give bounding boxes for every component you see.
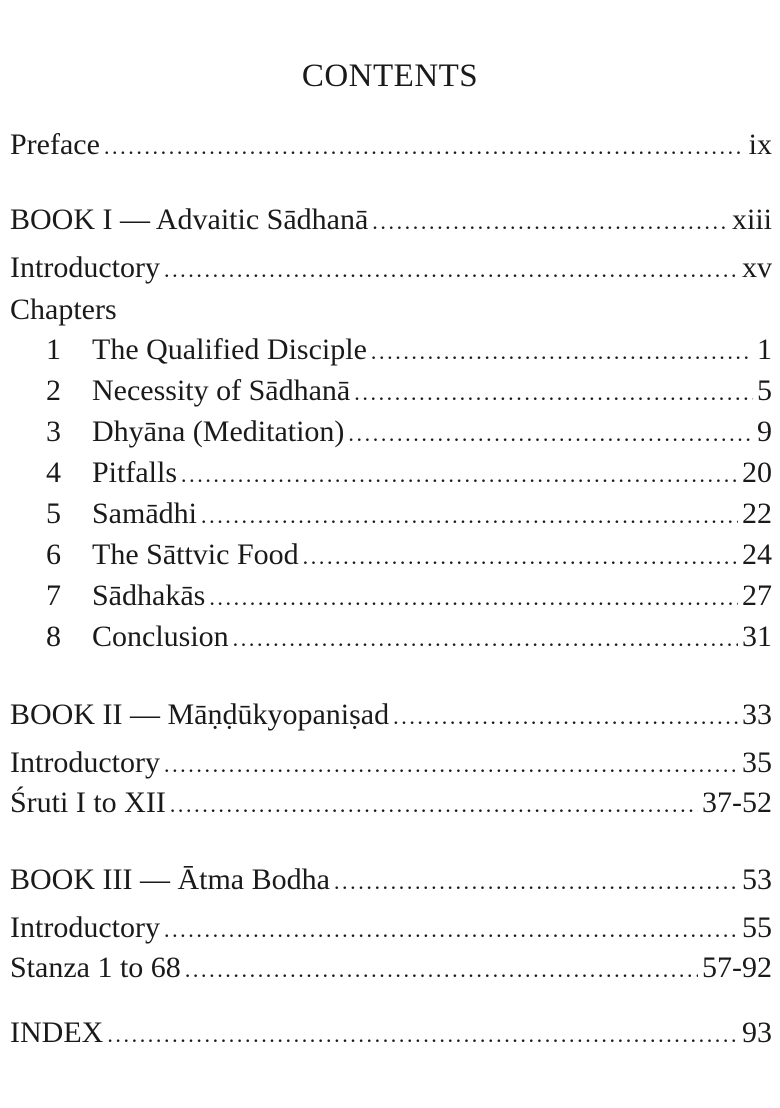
dot-leader xyxy=(371,339,753,365)
toc-entry-book2-introductory xyxy=(10,746,772,784)
chapter-page: 31 xyxy=(742,620,772,653)
entry-label: BOOK I — Advaitic Sādhanā xyxy=(10,203,369,236)
dot-leader xyxy=(185,957,698,983)
chapter-entry xyxy=(46,415,772,453)
entry-label: Introductory xyxy=(10,911,160,944)
chapter-number: 7 xyxy=(46,579,61,612)
chapter-entry xyxy=(46,374,772,412)
entry-page: 53 xyxy=(742,863,772,896)
chapter-number: 6 xyxy=(46,538,61,571)
dot-leader xyxy=(303,544,738,570)
chapter-label: Sādhakās xyxy=(92,579,206,612)
entry-label: Introductory xyxy=(10,746,160,779)
chapter-entry xyxy=(46,333,772,371)
chapters-heading: Chapters xyxy=(10,293,117,326)
toc-entry-stanza xyxy=(10,951,772,989)
page-title: CONTENTS xyxy=(301,58,479,94)
dot-leader xyxy=(164,257,738,283)
chapter-label: Pitfalls xyxy=(92,456,178,489)
chapter-label: Necessity of Sādhanā xyxy=(92,374,351,407)
chapter-label: The Sāttvic Food xyxy=(92,538,299,571)
entry-label: BOOK II — Māṇḍūkyopaniṣad xyxy=(10,698,390,731)
dot-leader xyxy=(164,752,738,778)
toc-entry-index xyxy=(10,1016,772,1054)
dot-leader xyxy=(104,134,745,160)
toc-entry-introductory xyxy=(10,251,772,289)
toc-entry-book3-introductory xyxy=(10,911,772,949)
chapter-number: 3 xyxy=(46,415,61,448)
chapter-page: 9 xyxy=(757,415,772,448)
toc-entry-book2 xyxy=(10,698,772,736)
dot-leader xyxy=(164,917,738,943)
dot-leader xyxy=(393,704,738,730)
entry-page: 55 xyxy=(742,911,772,944)
entry-page: 93 xyxy=(742,1016,772,1049)
chapter-label: The Qualified Disciple xyxy=(92,333,367,366)
dot-leader xyxy=(181,462,738,488)
dot-leader xyxy=(170,792,698,818)
entry-page: 57-92 xyxy=(702,951,772,984)
chapter-page: 24 xyxy=(742,538,772,571)
chapter-page: 20 xyxy=(742,456,772,489)
entry-page: ix xyxy=(748,128,772,161)
chapter-label: Dhyāna (Meditation) xyxy=(92,415,345,448)
chapter-label: Samādhi xyxy=(92,497,197,530)
chapter-page: 22 xyxy=(742,497,772,530)
chapter-number: 5 xyxy=(46,497,61,530)
entry-label: Śruti I to XII xyxy=(10,786,166,819)
entry-page: xv xyxy=(742,251,772,284)
entry-label: Introductory xyxy=(10,251,160,284)
dot-leader xyxy=(334,869,738,895)
dot-leader xyxy=(354,380,753,406)
entry-label: BOOK III — Ātma Bodha xyxy=(10,863,330,896)
entry-page: 35 xyxy=(742,746,772,779)
entry-label: Stanza 1 to 68 xyxy=(10,951,181,984)
chapter-number: 2 xyxy=(46,374,61,407)
chapter-number: 4 xyxy=(46,456,61,489)
dot-leader xyxy=(233,626,738,652)
chapter-entry xyxy=(46,497,772,535)
entry-label: Preface xyxy=(10,128,100,161)
chapter-number: 8 xyxy=(46,620,61,653)
chapter-number: 1 xyxy=(46,333,61,366)
entry-label: INDEX xyxy=(10,1016,104,1049)
chapter-entry xyxy=(46,456,772,494)
toc-entry-book1 xyxy=(10,203,772,241)
chapter-entry xyxy=(46,538,772,576)
toc-entry-preface xyxy=(10,128,772,166)
chapter-entry xyxy=(46,579,772,617)
chapter-page: 5 xyxy=(757,374,772,407)
dot-leader xyxy=(107,1022,738,1048)
toc-entry-book3 xyxy=(10,863,772,901)
dot-leader xyxy=(348,421,753,447)
chapter-entry xyxy=(46,620,772,658)
entry-page: xiii xyxy=(731,203,772,236)
entry-page: 37-52 xyxy=(702,786,772,819)
toc-entry-sruti xyxy=(10,786,772,824)
entry-page: 33 xyxy=(742,698,772,731)
dot-leader xyxy=(201,503,738,529)
dot-leader xyxy=(209,585,738,611)
dot-leader xyxy=(372,209,728,235)
chapter-page: 1 xyxy=(757,333,772,366)
chapter-page: 27 xyxy=(742,579,772,612)
chapter-label: Conclusion xyxy=(92,620,229,653)
